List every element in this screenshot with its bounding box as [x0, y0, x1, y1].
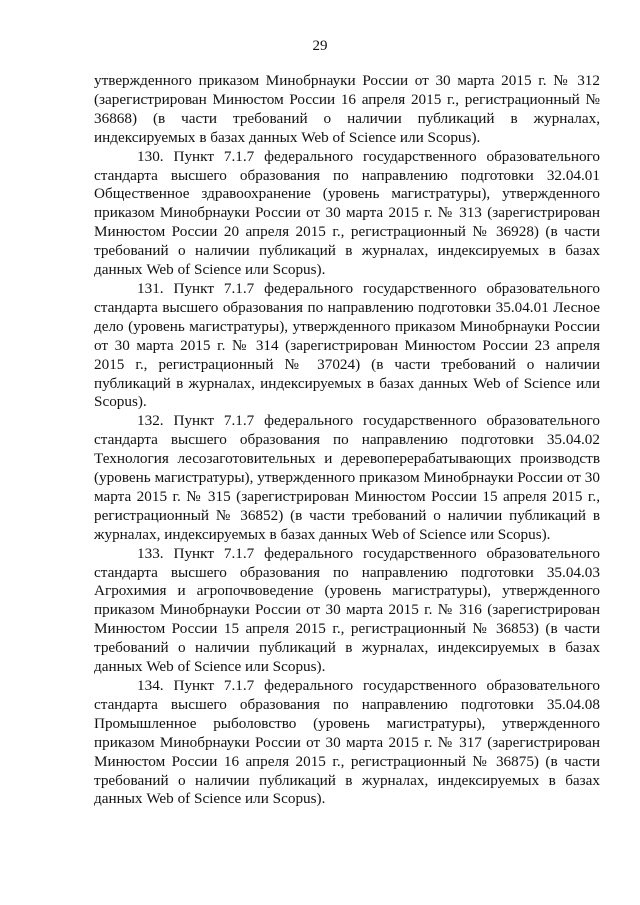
- paragraph-item-131: 131. Пункт 7.1.7 федерального государственного образовательного стандарта высшего образования по направлению подготовки 35.04.01 Лесное дело (уровень магистратуры), утвержденного приказом Минобрнауки России от 30 марта 2015 г. № 314 (зарегистрирован Минюстом России 23 апреля 2015 г., регистрационный № 37024) (в части требований о наличии публикаций в журналах, индексируемых в базах данных Web of Science или Scopus).: [94, 279, 600, 411]
- paragraph-item-134: 134. Пункт 7.1.7 федерального государственного образовательного стандарта высшего образования по направлению подготовки 35.04.08 Промышленное рыболовство (уровень магистратуры), утвержденного приказом Минобрнауки России от 30 марта 2015 г. № 317 (зарегистрирован Минюстом России 16 апреля 2015 г., регистрационный № 36875) (в части требований о наличии публикаций в журналах, индексируемых в базах данных Web of Science или Scopus).: [94, 677, 600, 808]
- paragraph-item-132: 132. Пункт 7.1.7 федерального государственного образовательного стандарта высшего образования по направлению подготовки 35.04.02 Технология лесозаготовительных и деревоперерабатывающих производств (уровень магистратуры), утвержденного приказом Минобрнауки России от 30 марта 2015 г. № 315 (зарегистрирован Минюстом России 15 апреля 2015 г., регистрационный № 36852) (в части требований о наличии публикаций в журналах, индексируемых в базах данных Web of Science или Scopus).: [94, 412, 600, 543]
- paragraph-continuation: утвержденного приказом Минобрнауки России от 30 марта 2015 г. № 312 (зарегистрирован Минюстом России 16 апреля 2015 г., регистрационный № 36868) (в части требований о наличии публикаций в журналах, индексируемых в базах данных Web of Science или Scopus).: [94, 72, 600, 146]
- paragraph-item-130: 130. Пункт 7.1.7 федерального государственного образовательного стандарта высшего образования по направлению подготовки 32.04.01 Общественное здравоохранение (уровень магистратуры), утвержденного приказом Минобрнауки России от 30 марта 2015 г. № 313 (зарегистрирован Минюстом России 20 апреля 2015 г., регистрационный № 36928) (в части требований о наличии публикаций в журналах, индексируемых в базах данных Web of Science или Scopus).: [94, 147, 600, 279]
- paragraph-item-133: 133. Пункт 7.1.7 федерального государственного образовательного стандарта высшего образования по направлению подготовки 35.04.03 Агрохимия и агропочвоведение (уровень магистратуры), утвержденного приказом Минобрнауки России от 30 марта 2015 г. № 316 (зарегистрирован Минюстом России 15 апреля 2015 г., регистрационный № 36853) (в части требований о наличии публикаций в журналах, индексируемых в базах данных Web of Science или Scopus).: [94, 544, 600, 676]
- document-body: [94, 72, 600, 809]
- page-number: 29: [312, 38, 328, 54]
